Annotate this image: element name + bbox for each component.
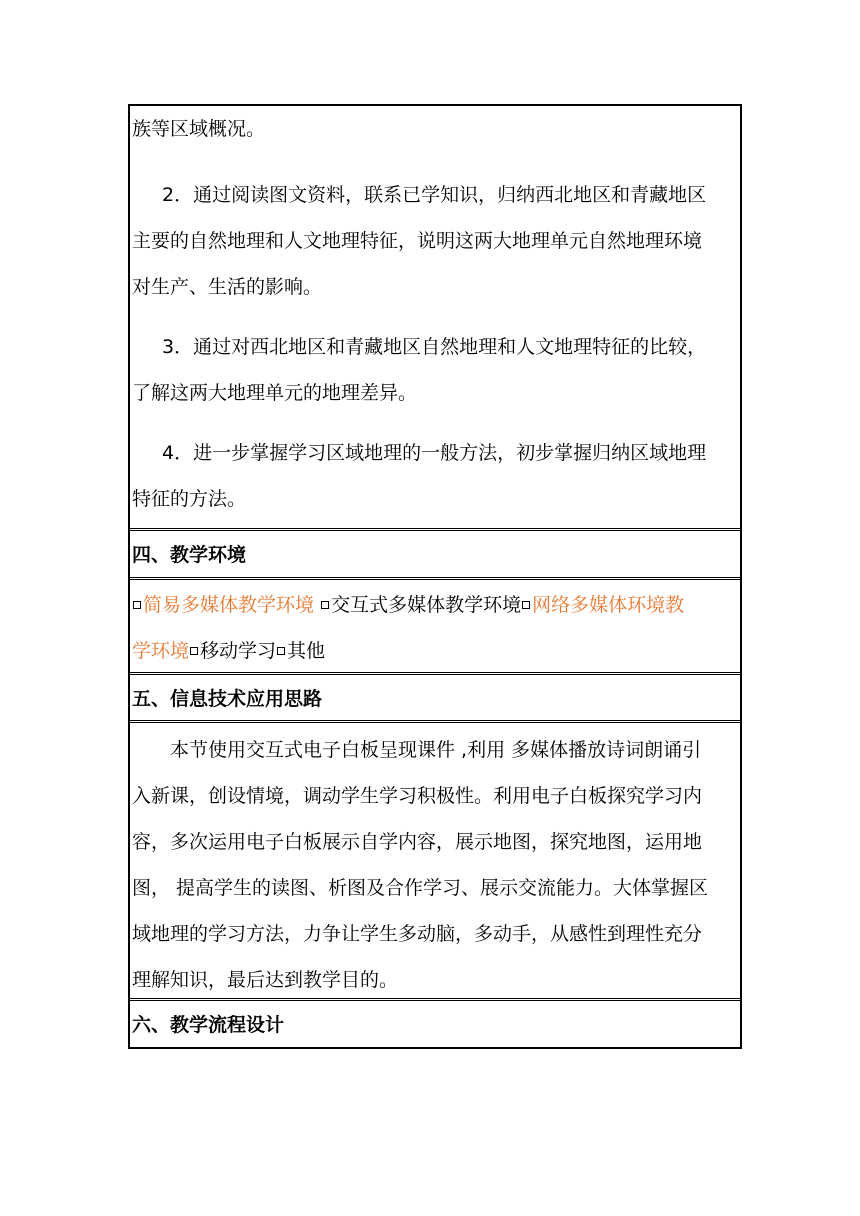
option-other: 其他	[287, 640, 326, 662]
objective-2-line-2: 主要的自然地理和人文地理特征，说明这两大地理单元自然地理环境	[132, 230, 703, 252]
objective-2-line-1: 2．通过阅读图文资料，联系已学知识，归纳西北地区和青藏地区	[162, 184, 707, 206]
environment-options-line-1	[132, 582, 740, 628]
checkbox-other[interactable]	[277, 647, 285, 655]
option-network-multimedia-part-1: 网络多媒体环境教	[532, 594, 685, 616]
objective-4-line-2: 特征的方法。	[132, 488, 247, 510]
checkbox-network-multimedia[interactable]	[522, 601, 530, 609]
objective-1-tail: 族等区域概况。	[132, 118, 266, 140]
section-4-heading-row	[130, 531, 740, 580]
section-4-title: 四、教学环境	[132, 544, 247, 566]
checkbox-interactive-multimedia[interactable]	[321, 601, 329, 609]
objective-3-line-1: 3．通过对西北地区和青藏地区自然地理和人文地理特征的比较，	[162, 336, 707, 358]
section-6-heading-row	[130, 1001, 740, 1047]
teaching-environment-row	[130, 580, 740, 675]
section-5-title: 五、信息技术应用思路	[132, 688, 323, 710]
it-application-line-6: 理解知识，最后达到教学目的。	[132, 969, 399, 991]
objectives-row	[130, 106, 740, 531]
section-5-heading-row	[130, 675, 740, 723]
option-simple-multimedia: 简易多媒体教学环境	[143, 594, 315, 616]
it-application-line-3: 容，多次运用电子白板展示自学内容，展示地图，探究地图，运用地	[132, 831, 703, 853]
option-mobile-learning: 移动学习	[200, 640, 277, 662]
objective-3-line-2: 了解这两大地理单元的地理差异。	[132, 382, 418, 404]
option-network-multimedia-part-2: 学环境	[132, 640, 190, 662]
environment-options-line-2	[132, 628, 740, 674]
lesson-plan-table	[128, 104, 742, 1049]
it-application-line-4: 图， 提高学生的读图、析图及合作学习、展示交流能力。大体掌握区	[132, 877, 709, 899]
it-application-line-1: 本节使用交互式电子白板呈现课件 ,利用 多媒体播放诗词朗诵引	[170, 739, 702, 761]
option-interactive-multimedia: 交互式多媒体教学环境	[331, 594, 522, 616]
checkbox-simple-multimedia[interactable]	[133, 601, 141, 609]
it-application-line-2: 入新课，创设情境，调动学生学习积极性。利用电子白板探究学习内	[132, 785, 703, 807]
it-application-row	[130, 723, 740, 1001]
objective-4-line-1: 4．进一步掌握学习区域地理的一般方法，初步掌握归纳区域地理	[162, 442, 707, 464]
section-6-title: 六、教学流程设计	[132, 1014, 285, 1036]
it-application-line-5: 域地理的学习方法，力争让学生多动脑，多动手，从感性到理性充分	[132, 923, 703, 945]
checkbox-mobile-learning[interactable]	[190, 647, 198, 655]
objective-2-line-3: 对生产、生活的影响。	[132, 276, 323, 298]
